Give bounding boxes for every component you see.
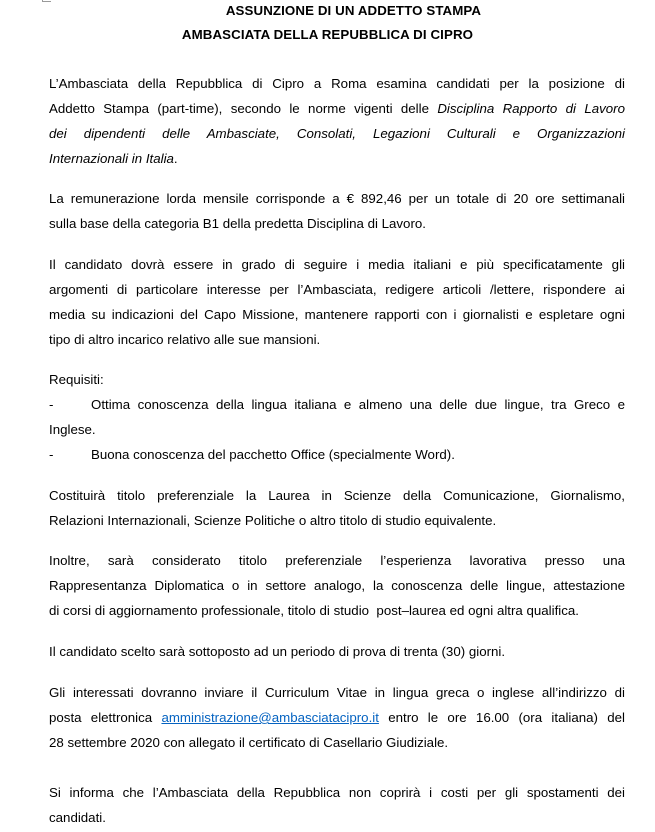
application-paragraph — [49, 680, 625, 755]
application-line-1: Gli interessati dovranno inviare il Curriculum Vitae in lingua greca o inglese all’indirizzo di — [49, 685, 625, 700]
duties-line-2: argomenti di particolare interesse per l’Ambasciata, redigere articoli /lettere, rispondere ai — [49, 282, 625, 297]
requirement-1-line-1 — [91, 392, 625, 417]
requirements-heading — [49, 367, 625, 392]
intro-line-2a: Addetto Stampa (part-time), secondo le norme vigenti delle — [49, 101, 438, 116]
intro-line-2 — [49, 96, 625, 121]
email-link[interactable]: amministrazione@ambasciatacipro.it — [161, 710, 379, 725]
requirement-2-line-1: Buona conoscenza del pacchetto Office (specialmente Word). — [91, 447, 455, 462]
requirement-1-line-1-text: Ottima conoscenza della lingua italiana e almeno una delle due lingue, tra Greco e — [91, 397, 625, 412]
duties-line-4: tipo di altro incarico relativo alle sue mansioni. — [49, 332, 321, 347]
probation-paragraph — [49, 639, 625, 664]
application-line-2 — [49, 705, 625, 730]
application-line-2a: posta elettronica — [49, 710, 162, 725]
preferred-experience-line-1: Inoltre, sarà considerato titolo preferenziale l’esperienza lavorativa presso una — [49, 553, 625, 568]
costs-line-2: candidati. — [49, 810, 106, 825]
preferred-degree-line-2: Relazioni Internazionali, Scienze Politiche o altro titolo di studio equivalente. — [49, 513, 497, 528]
salary-paragraph — [49, 186, 625, 236]
duties-paragraph — [49, 252, 625, 352]
requirement-item-2 — [49, 442, 625, 467]
title-line-1: ASSUNZIONE DI UN ADDETTO STAMPA — [225, 3, 482, 18]
requirement-2-dash: - — [49, 447, 54, 462]
intro-line-1: L’Ambasciata della Repubblica di Cipro a Roma esamina candidati per la posizione di — [49, 76, 625, 91]
application-line-2b: entro le ore 16.00 (ora italiana) del — [378, 710, 626, 725]
intro-line-4-text: Internazionali in Italia — [49, 151, 174, 166]
probation-line-1: Il candidato scelto sarà sottoposto ad un periodo di prova di trenta (30) giorni. — [49, 644, 506, 659]
intro-line-2b: Disciplina Rapporto di Lavoro — [437, 101, 625, 116]
preferred-experience-line-2: Rappresentanza Diplomatica o in settore analogo, la conoscenza delle lingue, attestazione — [49, 578, 625, 593]
requirement-1-dash: - — [49, 397, 54, 412]
requirements-heading-text: Requisiti: — [49, 372, 104, 387]
preferred-degree-line-1: Costituirà titolo preferenziale la Laurea in Scienze della Comunicazione, Giornalismo, — [49, 488, 625, 503]
application-line-3: 28 settembre 2020 con allegato il certificato di Casellario Giudiziale. — [49, 735, 449, 750]
costs-line-1: Si informa che l’Ambasciata della Repubblica non coprirà i costi per gli spostamenti dei — [49, 785, 625, 800]
preferred-degree-paragraph — [49, 483, 625, 533]
salary-line-2: sulla base della categoria B1 della predetta Disciplina di Lavoro. — [49, 216, 426, 231]
intro-line-4-end: . — [173, 151, 178, 166]
costs-paragraph — [49, 780, 625, 830]
title-line-2: AMBASCIATA DELLA REPUBBLICA DI CIPRO — [181, 27, 474, 42]
preferred-experience-line-3: di corsi di aggiornamento professionale, titolo di studio post–laurea ed ogni altra qualifica. — [49, 603, 579, 618]
preferred-experience-paragraph — [49, 548, 625, 623]
duties-line-3: media su indicazioni del Capo Missione, mantenere rapporti con i giornalisti e espletare ogni — [49, 307, 625, 322]
page-corner-mark — [42, 0, 51, 2]
duties-line-1: Il candidato dovrà essere in grado di seguire i media italiani e più specificatamente gli — [49, 257, 625, 272]
requirement-item-1 — [49, 392, 625, 442]
salary-line-1: La remunerazione lorda mensile corrisponde a € 892,46 per un totale di 20 ore settimanali — [49, 191, 625, 206]
requirement-1-line-2: Inglese. — [49, 422, 96, 437]
intro-line-4 — [49, 146, 625, 171]
intro-line-3: dei dipendenti delle Ambasciate, Consolati, Legazioni Culturali e Organizzazioni — [49, 126, 625, 141]
intro-paragraph — [49, 71, 625, 171]
